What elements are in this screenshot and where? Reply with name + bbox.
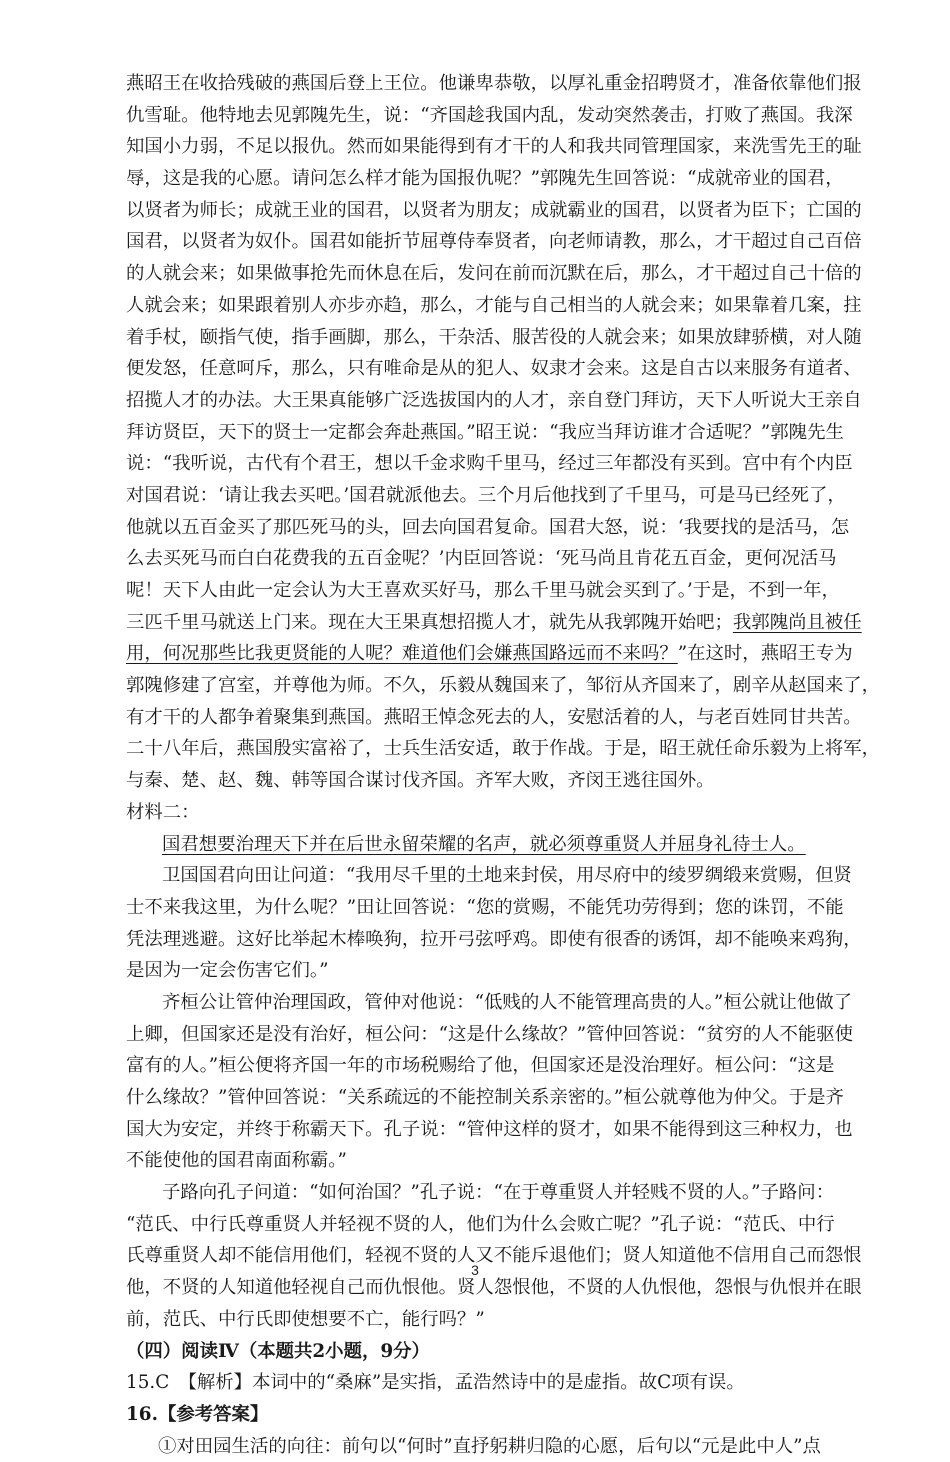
text-line (126, 638, 826, 670)
answer-16-label: 16.【参考答案】 (126, 1399, 826, 1431)
text-line: 以贤者为师长；成就王业的国君，以贤者为朋友；成就霸业的国君，以贤者为臣下；亡国的 (126, 195, 826, 227)
text-segment: ”在这时，燕昭王专为 (678, 643, 853, 664)
page-number: 3 (0, 1262, 950, 1278)
text-line: 氏尊重贤人却不能信用他们，轻视不贤的人又不能斥退他们；贤人知道他不信用自己而怨恨 (126, 1240, 826, 1272)
text-line: 卫国国君向田让问道：“我用尽千里的土地来封侯，用尽府中的绫罗绸缎来赏赐，但贤 (126, 860, 826, 892)
text-line: 仇雪耻。他特地去见郭隗先生，说：“齐国趁我国内乱，发动突然袭击，打败了燕国。我深 (126, 100, 826, 132)
answer-15: 15.C 【解析】本词中的“桑麻”是实指，孟浩然诗中的是虚指。故C项有误。 (126, 1367, 826, 1399)
text-line: “范氏、中行氏尊重贤人并轻视不贤的人，他们为什么会败亡呢？”孔子说：“范氏、中行 (126, 1209, 826, 1241)
text-line: 燕昭王在收拾残破的燕国后登上王位。他谦卑恭敬，以厚礼重金招聘贤才，准备依靠他们报 (126, 68, 826, 100)
text-line: 他，不贤的人知道他轻视自己而仇恨他。贤人怨恨他，不贤的人仇恨他，怨恨与仇恨并在眼 (126, 1272, 826, 1304)
section-heading: （四）阅读Ⅳ（本题共2小题，9分） (126, 1336, 826, 1368)
text-segment: 三匹千里马就送上门来。现在大王果真想招揽人才，就先从我郭隗开始吧； (126, 612, 733, 633)
underlined-sentence: 用，何况那些比我更贤能的人呢？难道他们会嫌燕国路远而不来吗？ (126, 643, 678, 664)
text-line: 是因为一定会伤害它们。” (126, 955, 826, 987)
text-line: 士不来我这里，为什么呢？”田让回答说：“您的赏赐，不能凭功劳得到；您的诛罚，不能 (126, 892, 826, 924)
text-line: 便发怒，任意呵斥，那么，只有唯命是从的犯人、奴隶才会来。这是自古以来服务有道者、 (126, 353, 826, 385)
text-line: 着手杖，颐指气使，指手画脚，那么，干杂活、服苦役的人就会来；如果放肆骄横，对人随 (126, 322, 826, 354)
material2-passage (126, 797, 826, 1336)
underlined-sentence: 我郭隗尚且被任 (733, 612, 862, 633)
text-line: 拜访贤臣，天下的贤士一定都会奔赴燕国。”昭王说：“我应当拜访谁才合适呢？”郭隗先生 (126, 417, 826, 449)
text-line: 富有的人。”桓公便将齐国一年的市场税赐给了他，但国家还是没治理好。桓公问：“这是 (126, 1050, 826, 1082)
text-line: 齐桓公让管仲治理国政，管仲对他说：“低贱的人不能管理高贵的人。”桓公就让他做了 (126, 987, 826, 1019)
document-body (126, 68, 826, 1462)
material1-passage (126, 68, 826, 797)
text-line: 知国小力弱，不足以报仇。然而如果能得到有才干的人和我共同管理国家，来洗雪先王的耻 (126, 131, 826, 163)
text-line: 国大为安定，并终于称霸天下。孔子说：“管仲这样的贤才，如果不能得到这三种权力，也 (126, 1114, 826, 1146)
text-line: 辱，这是我的心愿。请问怎么样才能为国报仇呢？”郭隗先生回答说：“成就帝业的国君， (126, 163, 826, 195)
text-line: 呢！天下人由此一定会认为大王喜欢买好马，那么千里马就会买到了。’于是，不到一年， (126, 575, 826, 607)
text-line: 他就以五百金买了那匹死马的头，回去向国君复命。国君大怒，说：‘我要找的是活马，怎 (126, 512, 826, 544)
text-line: 不能使他的国君南面称霸。” (126, 1145, 826, 1177)
text-line: 对国君说：‘请让我去买吧。’国君就派他去。三个月后他找到了千里马，可是马已经死了， (126, 480, 826, 512)
material2-label: 材料二： (126, 797, 826, 829)
text-line: 郭隗修建了宫室，并尊他为师。不久，乐毅从魏国来了，邹衍从齐国来了，剧辛从赵国来了， (126, 670, 826, 702)
text-line: 说：“我听说，古代有个君王，想以千金求购千里马，经过三年都没有买到。宫中有个内臣 (126, 448, 826, 480)
text-line: 前，范氏、中行氏即使想要不亡，能行吗？” (126, 1304, 826, 1336)
text-line: 人就会来；如果跟着别人亦步亦趋，那么，才能与自己相当的人就会来；如果靠着几案，拄 (126, 290, 826, 322)
text-line: 上卿，但国家还是没有治好，桓公问：“这是什么缘故？”管仲回答说：“贫穷的人不能驱使 (126, 1019, 826, 1051)
text-line: 招揽人才的办法。大王果真能够广泛选拔国内的人才，亲自登门拜访，天下人听说大王亲自 (126, 385, 826, 417)
thesis-line (126, 829, 826, 861)
answer-16-point: ①对田园生活的向往：前句以“何时”直抒躬耕归隐的心愿，后句以“元是此中人”点 (126, 1431, 826, 1462)
text-line: 什么缘故？”管仲回答说：“关系疏远的不能控制关系亲密的。”桓公就尊他为仲父。于是齐 (126, 1082, 826, 1114)
text-line: 国君，以贤者为奴仆。国君如能折节屈尊侍奉贤者，向老师请教，那么，才干超过自己百倍 (126, 226, 826, 258)
text-line: 么去买死马而白白花费我的五百金呢？’内臣回答说：‘死马尚且肯花五百金，更何况活马 (126, 543, 826, 575)
text-line: 的人就会来；如果做事抢先而休息在后，发问在前而沉默在后，那么，才干超过自己十倍的 (126, 258, 826, 290)
answer-section (126, 1336, 826, 1462)
underlined-sentence: 国君想要治理天下并在后世永留荣耀的名声，就必须尊重贤人并屈身礼待士人。 (162, 834, 806, 855)
text-line (126, 607, 826, 639)
text-line: 子路向孔子问道：“如何治国？”孔子说：“在于尊重贤人并轻贱不贤的人。”子路问： (126, 1177, 826, 1209)
text-line: 有才干的人都争着聚集到燕国。燕昭王悼念死去的人，安慰活着的人，与老百姓同甘共苦。 (126, 702, 826, 734)
text-line: 二十八年后，燕国殷实富裕了，士兵生活安适，敢于作战。于是，昭王就任命乐毅为上将军， (126, 733, 826, 765)
text-line: 与秦、楚、赵、魏、韩等国合谋讨伐齐国。齐军大败，齐闵王逃往国外。 (126, 765, 826, 797)
text-line: 凭法理逃避。这好比举起木棒唤狗，拉开弓弦呼鸡。即使有很香的诱饵，却不能唤来鸡狗， (126, 924, 826, 956)
